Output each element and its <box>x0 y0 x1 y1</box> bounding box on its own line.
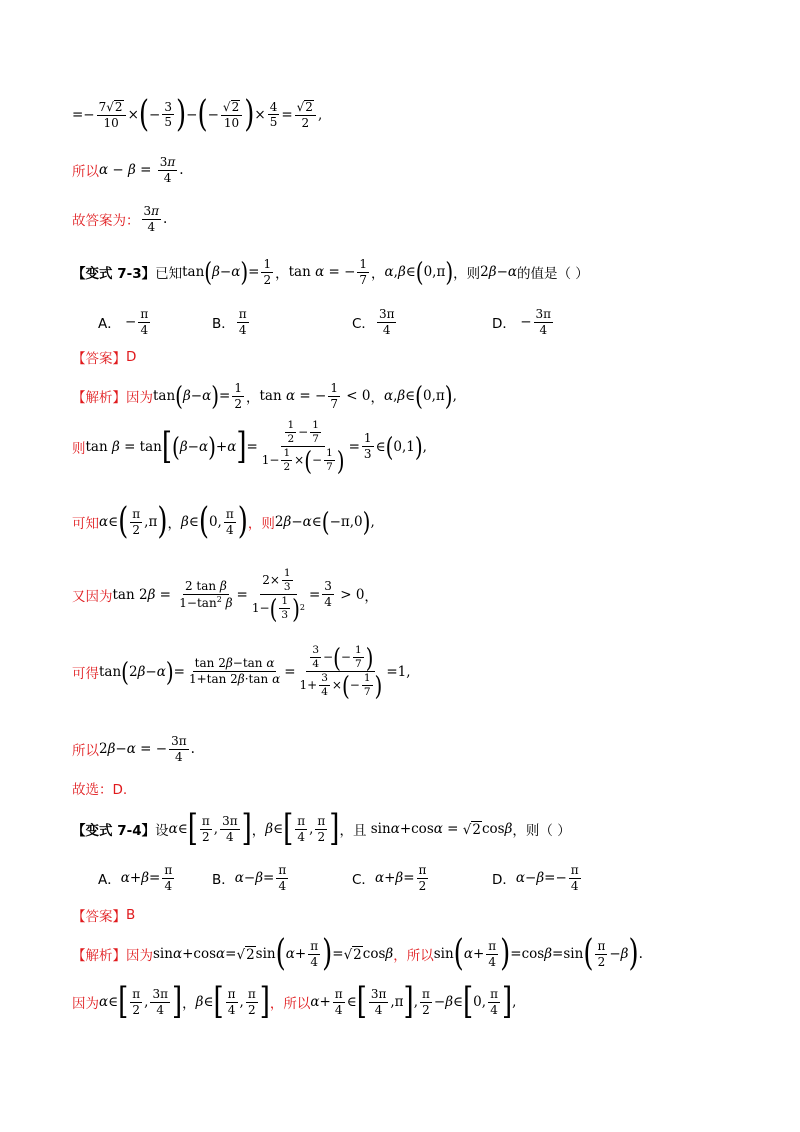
analysis-7-4-line2: 因为 α ∈ [ $\frac{\pi}{2}$ , $\frac{3\pi}{4}$ ] ， β ∈ [ $\frac{\pi}{4}$ , $\frac{\pi}{2}$ ] ，所以 α + $\frac{\pi}{4}$ ∈ [ $\frac{3\pi}{4}$ ,π ] , $\frac{\pi}{2}$ − β ∈ [ 0, $\frac{\pi}{4}$ ] , <box>72 981 517 1024</box>
answer-7-4: 【答案】 B <box>72 907 136 925</box>
analysis-7-3-line1: 【解析】 因为 tan ( β − α ) = $\frac{1}{2}$ ， tan α = − $\frac{1}{7}$ < 0 ， α , β ∈ ( 0,π ) , <box>72 380 457 412</box>
answer-tag: 【答案】 <box>72 351 126 367</box>
variant-7-3-tag: 【变式 7-3】 <box>72 266 156 283</box>
variant-7-3-question: 【变式 7-3】 已知 tan ( β − α ) = $\frac{1}{2}$ ， tan α = − $\frac{1}{7}$ ， α , β ∈ ( 0,π ) ，则 2 β − α 的值是（ ） <box>72 256 589 288</box>
analysis-7-3-result: 所以 2 β − α = − $\frac{3\pi}{4}$ . <box>72 734 195 764</box>
analysis-7-3-tan-diff: 可得 tan ( 2 β − α ) = $\frac{\text{tan 2β−tan α}}{\text{1+tan 2β·tan α}}$ = $\frac{3}{4}$ − ( − $\frac{1}{7}$ ) 1+ $\frac{3}{4}$ × ( − $\frac{1}{7}$ ) =1 , <box>72 641 411 702</box>
answer-value: D <box>126 349 137 365</box>
option-c-7-3[interactable]: C． $\frac{3\pi}{4}$ <box>352 307 395 337</box>
equation-line-1: =− 7√ 2 10 × ( − $\frac{3}{5}$ ) − ( − √ 2 10 ) × $\frac{4}{5}$ = √ 2 2 , <box>72 93 323 136</box>
analysis-tag: 【解析】 <box>72 390 126 407</box>
option-a-7-3[interactable]: A． − $\frac{\pi}{4}$ <box>98 307 149 337</box>
option-d-7-4[interactable]: D． α − β =− $\frac{\pi}{4}$ <box>492 863 579 893</box>
analysis-7-3-range: 可知 α ∈ ( $\frac{\pi}{2}$ ,π ) ， β ∈ ( 0, $\frac{\pi}{4}$ ) ，则 2 β − α ∈ ( −π,0 ) , <box>72 501 375 544</box>
known-label: 已知 <box>155 266 183 283</box>
variant-7-4-tag: 【变式 7-4】 <box>72 823 156 840</box>
answer-line: 故答案为： $\frac{3\pi}{4}$ . <box>72 204 168 234</box>
option-c-7-4[interactable]: C． α + β = $\frac{\pi}{2}$ <box>352 863 427 893</box>
analysis-7-3-tan-2beta: 又因为 tan 2 β = $\frac{\text{2 tan β}}{1-\tan^2 \beta}$ = 2× $\frac{1}{3}$ 1− ( $\frac{1}{3}$ ) 2 = $\frac{3}{4}$ > 0 ， <box>72 567 378 625</box>
answer-7-3 <box>72 347 136 367</box>
find-value-label: 的值是（ ） <box>517 266 589 283</box>
answer-is-label: 故答案为： <box>72 213 140 230</box>
option-a-7-4[interactable]: A． α + β = $\frac{\pi}{4}$ <box>98 863 173 893</box>
analysis-7-4-line1: 【解析】 因为 sinα+cosα= √ 2 sin ( α + $\frac{\pi}{4}$ ) = √ 2 cosβ ，所以 sin ( α + $\frac{\pi}{4}$ ) =cosβ=sin ( $\frac{\pi}{2}$ − β ) . <box>72 933 643 976</box>
analysis-7-3-tan-beta: 则 tan β = tan [ ( β − α ) + α ] = $\frac{1}{2}$ − $\frac{1}{7}$ 1− $\frac{1}{2}$ × ( − $\frac{1}{7}$ ) = $\frac{1}{3}$ ∈ ( 0,1 ) , <box>72 419 427 477</box>
so-that-label: 所以 <box>72 164 99 181</box>
choose-line: 故选：D. <box>72 782 128 798</box>
option-d-7-3[interactable]: D． − $\frac{3\pi}{4}$ <box>492 307 552 337</box>
option-b-7-4[interactable]: B． α − β = $\frac{\pi}{4}$ <box>212 863 287 893</box>
variant-7-4-question: 【变式 7-4】 设 α ∈ [ $\frac{\pi}{2}$ , $\frac{3\pi}{4}$ ] ， β ∈ [ $\frac{\pi}{4}$ , $\frac{\pi}{2}$ ] ， 且 sinα+cosα = √ 2 cosβ ，则（ ） <box>72 808 571 851</box>
conclusion-line: 所以 α − β = $\frac{3\pi}{4}$ . <box>72 155 184 185</box>
option-b-7-3[interactable]: B． $\frac{\pi}{4}$ <box>212 307 247 337</box>
